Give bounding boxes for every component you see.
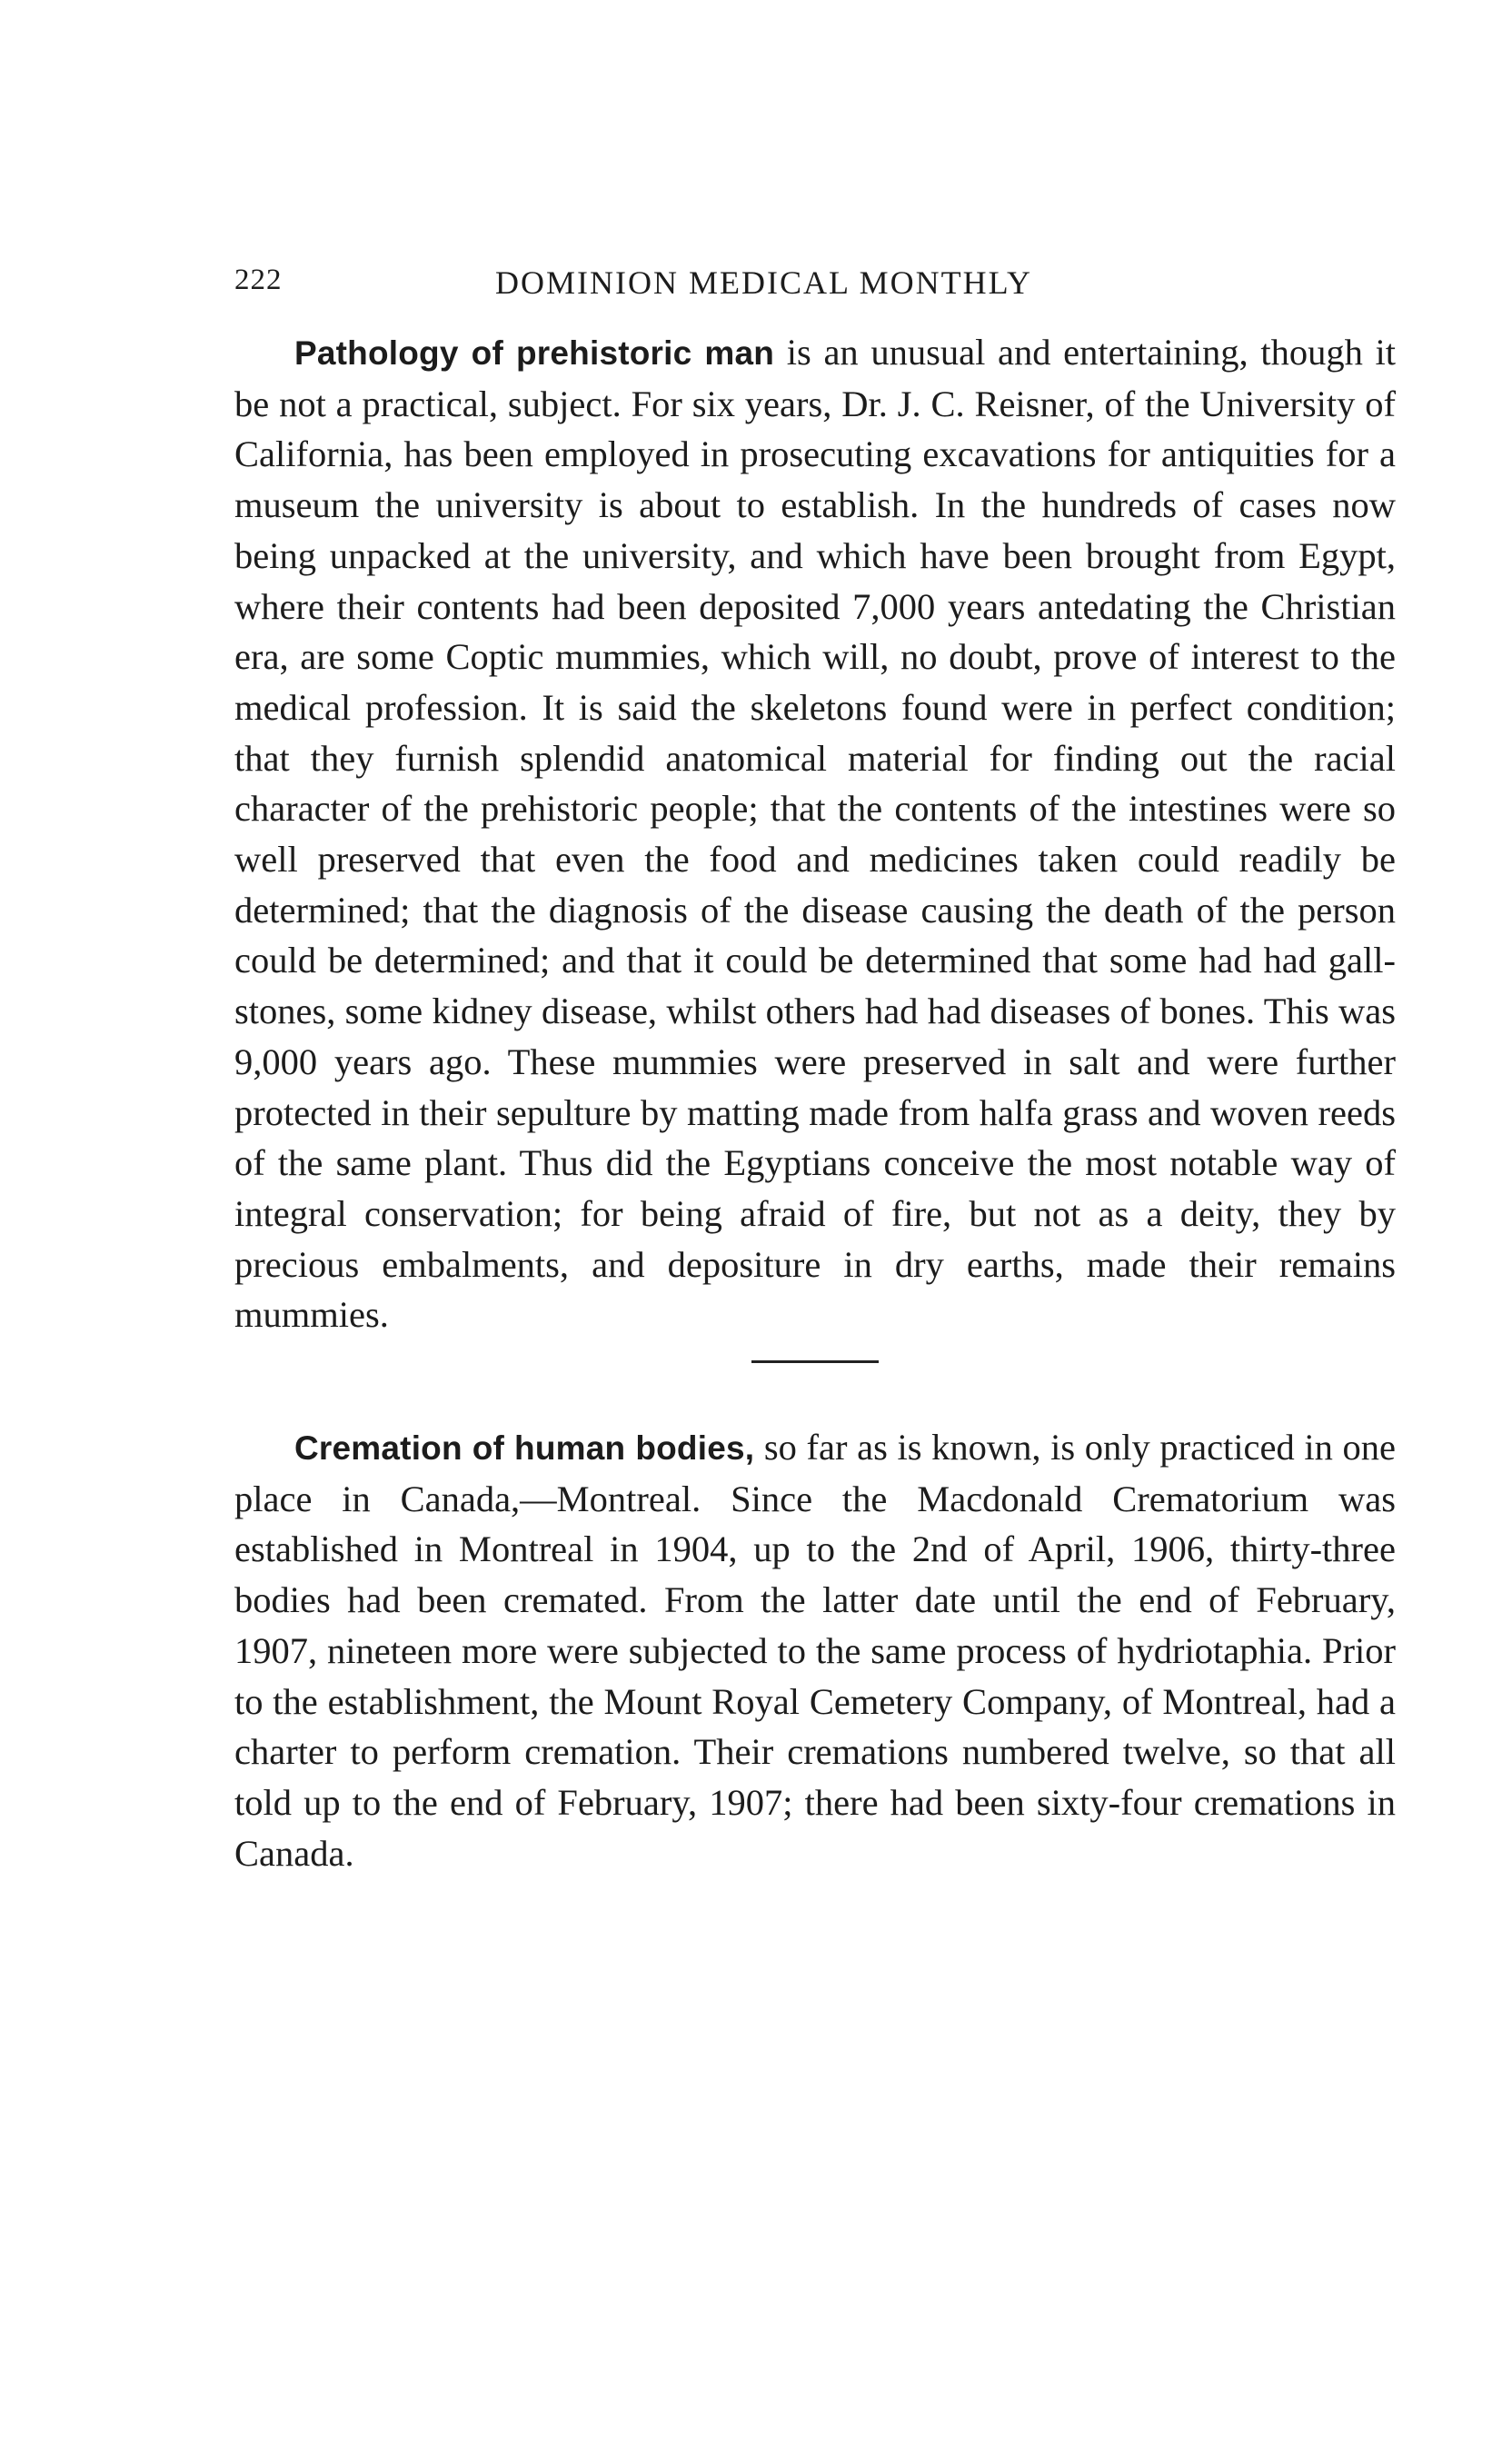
article-pathology-body: is an unusual and entertaining, though it be not a practical, subject. For six years, Dr. J. C. Reisner, of the University of California, has been employed in prosecuting excavations for antiquities for a museum the university is about to establish. In the hundreds of cases now being unpacked at the university, and which have been brought from Egypt, where their contents had been deposited 7,000 years antedating the Christian era, are some Coptic mummies, which will, no doubt, prove of interest to the medical profession. It is said the skeletons found were in perfect condition; that they furnish splendid anatomical material for finding out the racial character of the prehistoric people; that the contents of the intestines were so well preserved that even the food and medicines taken could readily be determined; that the diagnosis of the disease causing the death of the person could be determined; and that it could be determined that some had had gall-stones, some kidney disease, whilst others had had diseases of bones. This was 9,000 years ago. These mummies were preserved in salt and were further protected in their sepulture by matting made from halfa grass and woven reeds of the same plant. Thus did the Egyptians conceive the most notable way of integral conservation; for being afraid of fire, but not as a deity, they by precious embalments, and depositure in dry earths, made their remains mummies. — [234, 332, 1396, 1336]
running-head — [234, 264, 1396, 318]
article-pathology-paragraph — [234, 327, 1396, 1340]
journal-title: DOMINION MEDICAL MONTHLY — [495, 264, 1033, 301]
article-cremation-heading: Cremation of human bodies, — [294, 1429, 755, 1468]
article-pathology-heading: Pathology of prehistoric man — [294, 334, 775, 372]
page-number: 222 — [234, 264, 283, 296]
document-page — [234, 264, 1396, 1878]
article-cremation-paragraph — [234, 1422, 1396, 1878]
article-cremation-body: so far as is known, is only practiced in one place in Canada,—Montreal. Since the Macdonald Crematorium was established in Montreal in 1904, up to the 2nd of April, 1906, thirty-three bodies had been cremated. From the latter date until the end of February, 1907, nineteen more were subjected to the same process of hydriotaphia. Prior to the establishment, the Mount Royal Cemetery Company, of Montreal, had a charter to perform cremation. Their cremations numbered twelve, so that all told up to the end of February, 1907; there had been sixty-four cremations in Canada. — [234, 1427, 1396, 1874]
section-divider — [751, 1360, 879, 1363]
